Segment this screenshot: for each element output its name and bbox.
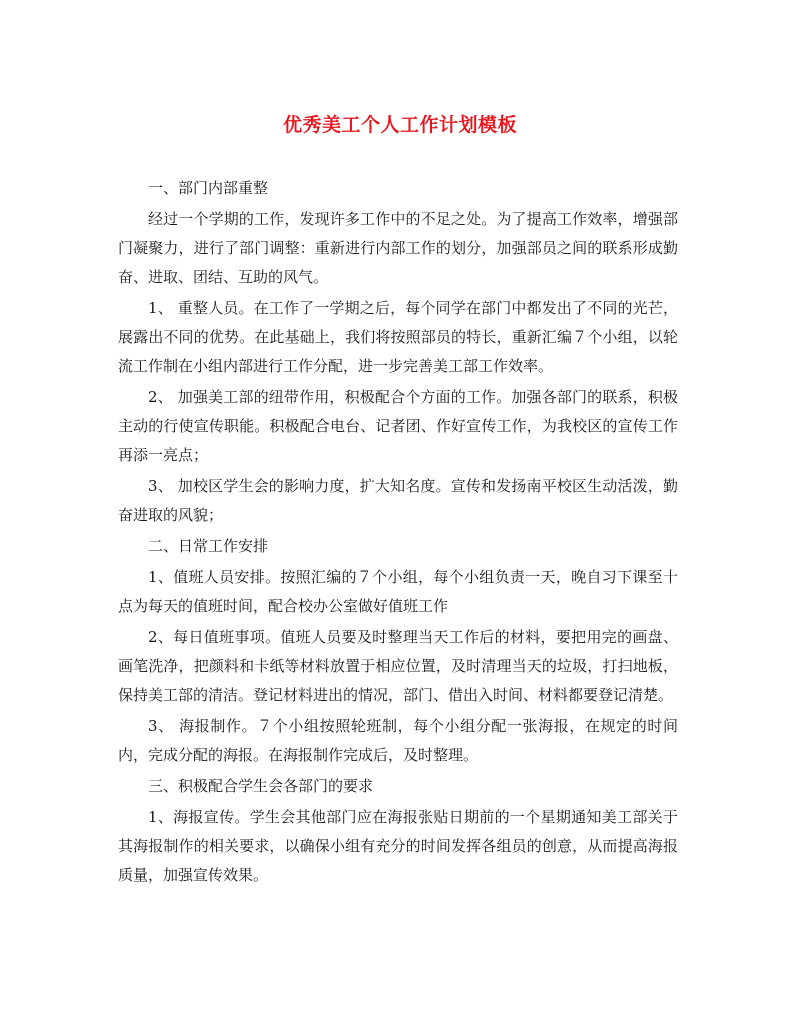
paragraph-item-3: 3、 加校区学生会的影响力度，扩大知名度。宣传和发扬南平校区生动活泼，勤奋进取的风貌；: [118, 477, 678, 524]
paragraph-item-2: 2、 加强美工部的纽带作用，积极配合个方面的工作。加强各部门的联系，积极主动的行使宣传职能。积极配合电台、记者团、作好宣传工作，为我校区的宣传工作再添一亮点；: [118, 388, 678, 464]
paragraph-intro: 经过一个学期的工作，发现许多工作中的不足之处。为了提高工作效率，增强部门凝聚力，进行了部门调整：重新进行内部工作的划分，加强部员之间的联系形成勤奋、进取、团结、互助的风气。: [118, 210, 678, 286]
section-heading-3: 三、积极配合学生会各部门的要求: [148, 777, 374, 795]
paragraph-duty-2: 2、每日值班事项。值班人员要及时整理当天工作后的材料，要把用完的画盘、画笔洗净，把颜料和卡纸等材料放置于相应位置，及时清理当天的垃圾，打扫地板，保持美工部的清洁。登记材料进出的情况，部门、借出入时间、材料都要登记清楚。: [118, 628, 678, 704]
section-heading-1: 一、部门内部重整: [148, 179, 269, 197]
paragraph-item-1: 1、 重整人员。在工作了一学期之后，每个同学在部门中都发出了不同的光芒，展露出不同的优势。在此基础上，我们将按照部员的特长，重新汇编７个小组，以轮流工作制在小组内部进行工作分配，进一步完善美工部工作效率。: [118, 299, 678, 375]
document-body: [118, 174, 678, 890]
page-title: 优秀美工个人工作计划模板: [282, 114, 517, 136]
section-heading-2: 二、日常工作安排: [148, 537, 269, 555]
paragraph-duty-3: 3、 海报制作。７个小组按照轮班制，每个小组分配一张海报，在规定的时间内，完成分配的海报。在海报制作完成后，及时整理。: [118, 717, 678, 764]
paragraph-duty-1: 1、值班人员安排。按照汇编的７个小组，每个小组负责一天，晚自习下课至十点为每天的值班时间，配合校办公室做好值班工作: [118, 568, 678, 615]
paragraph-cooperate-1: 1、海报宣传。学生会其他部门应在海报张贴日期前的一个星期通知美工部关于其海报制作的相关要求，以确保小组有充分的时间发挥各组员的创意，从而提高海报质量，加强宣传效果。: [118, 808, 678, 884]
